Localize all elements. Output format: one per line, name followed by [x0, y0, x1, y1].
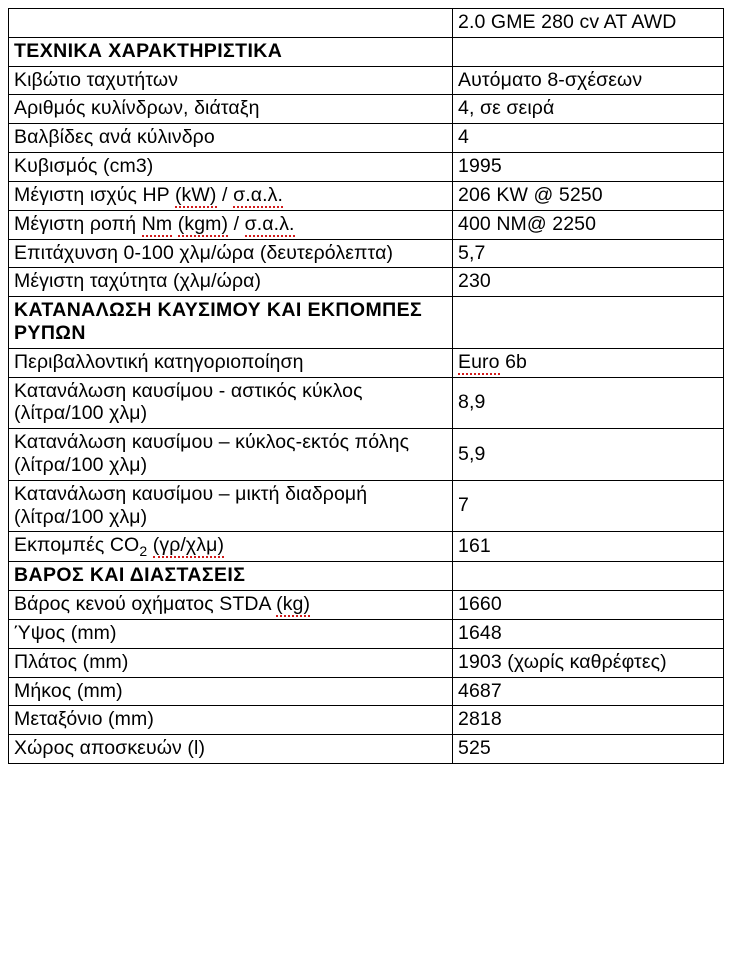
row-label-emission-class: Περιβαλλοντική κατηγοριοποίηση: [9, 348, 453, 377]
row-label-kerb-weight-text: Βάρος κενού οχήματος STDA (kg): [14, 593, 311, 616]
row-label-consumption-combined: Κατανάλωση καυσίμου – μικτή διαδρομή (λίτρα/100 χλμ): [9, 480, 453, 532]
row-label-co2: Εκπομπές $CO_2$ (γρ/χλμ): [9, 532, 453, 562]
row-value-length: 4687: [453, 677, 724, 706]
table-row: [9, 648, 724, 677]
table-row: [9, 735, 724, 764]
table-row: [9, 268, 724, 297]
table-row: [9, 620, 724, 649]
row-label-max-torque-text: Μέγιστη ροπή Nm (kgm) / σ.α.λ.: [14, 212, 295, 235]
row-value-consumption-urban: 8,9: [453, 377, 724, 429]
section-title-weight-dimensions: ΒΑΡΟΣ ΚΑΙ ΔΙΑΣΤΑΣΕΙΣ: [9, 562, 453, 591]
table-row: [9, 181, 724, 210]
section-value-consumption: [453, 297, 724, 349]
row-label-valves: Βαλβίδες ανά κύλινδρο: [9, 124, 453, 153]
header-variant-cell: 2.0 GME 280 cv AT AWD: [453, 9, 724, 38]
table-row: [9, 153, 724, 182]
table-row: [9, 480, 724, 532]
section-title-consumption: ΚΑΤΑΝΑΛΩΣΗ ΚΑΥΣΙΜΟΥ ΚΑΙ ΕΚΠΟΜΠΕΣ ΡΥΠΩΝ: [9, 297, 453, 349]
row-value-wheelbase: 2818: [453, 706, 724, 735]
table-row: [9, 591, 724, 620]
row-label-gearbox: Κιβώτιο ταχυτήτων: [9, 66, 453, 95]
row-label-acceleration: Επιτάχυνση 0-100 χλμ/ώρα (δευτερόλεπτα): [9, 239, 453, 268]
row-label-top-speed: Μέγιστη ταχύτητα (χλμ/ώρα): [9, 268, 453, 297]
row-label-kerb-weight: [9, 591, 453, 620]
row-value-co2: 161: [453, 532, 724, 562]
row-value-displacement: 1995: [453, 153, 724, 182]
row-value-gearbox: Αυτόματο 8-σχέσεων: [453, 66, 724, 95]
row-value-kerb-weight: 1660: [453, 591, 724, 620]
row-label-cylinders: Αριθμός κυλίνδρων, διάταξη: [9, 95, 453, 124]
table-row: [9, 297, 724, 349]
section-title-technical: ΤΕΧΝΙΚΑ ΧΑΡΑΚΤΗΡΙΣΤΙΚΑ: [9, 37, 453, 66]
row-value-consumption-extraurban: 5,9: [453, 429, 724, 481]
table-row: [9, 562, 724, 591]
section-value-weight-dimensions: [453, 562, 724, 591]
row-label-height: Ύψος (mm): [9, 620, 453, 649]
row-label-consumption-urban: Κατανάλωση καυσίμου - αστικός κύκλος (λίτρα/100 χλμ): [9, 377, 453, 429]
table-row: [9, 706, 724, 735]
table-row: [9, 66, 724, 95]
row-value-max-torque: 400 NM@ 2250: [453, 210, 724, 239]
co2-unit-text: (γρ/χλμ): [152, 534, 225, 557]
table-row: [9, 124, 724, 153]
row-value-emission-class: Euro 6b: [453, 348, 724, 377]
row-label-width: Πλάτος (mm): [9, 648, 453, 677]
table-row: [9, 95, 724, 124]
row-value-consumption-combined: 7: [453, 480, 724, 532]
header-blank-cell: [9, 9, 453, 38]
table-row: [9, 429, 724, 481]
row-value-top-speed: 230: [453, 268, 724, 297]
table-row: [9, 532, 724, 562]
row-value-boot-capacity: 525: [453, 735, 724, 764]
row-label-max-torque: [9, 210, 453, 239]
row-label-displacement: Κυβισμός (cm3): [9, 153, 453, 182]
row-label-boot-capacity: Χώρος αποσκευών (l): [9, 735, 453, 764]
row-value-cylinders: 4, σε σειρά: [453, 95, 724, 124]
table-header-row: [9, 9, 724, 38]
co2-subscript: 2: [139, 543, 148, 560]
row-value-width: 1903 (χωρίς καθρέφτες): [453, 648, 724, 677]
row-value-max-power: 206 KW @ 5250: [453, 181, 724, 210]
table-row: [9, 37, 724, 66]
technical-specifications-table: [8, 8, 724, 764]
table-row: [9, 677, 724, 706]
table-row: [9, 348, 724, 377]
row-label-length: Μήκος (mm): [9, 677, 453, 706]
section-value-technical: [453, 37, 724, 66]
row-label-max-power-text: Μέγιστη ισχύς HP (kW) / σ.α.λ.: [14, 183, 283, 206]
row-value-height: 1648: [453, 620, 724, 649]
row-label-max-power: [9, 181, 453, 210]
row-label-consumption-extraurban: Κατανάλωση καυσίμου – κύκλος-εκτός πόλης (λίτρα/100 χλμ): [9, 429, 453, 481]
table-row: [9, 239, 724, 268]
row-value-acceleration: 5,7: [453, 239, 724, 268]
row-value-valves: 4: [453, 124, 724, 153]
table-row: [9, 210, 724, 239]
row-label-wheelbase: Μεταξόνιο (mm): [9, 706, 453, 735]
table-row: [9, 377, 724, 429]
